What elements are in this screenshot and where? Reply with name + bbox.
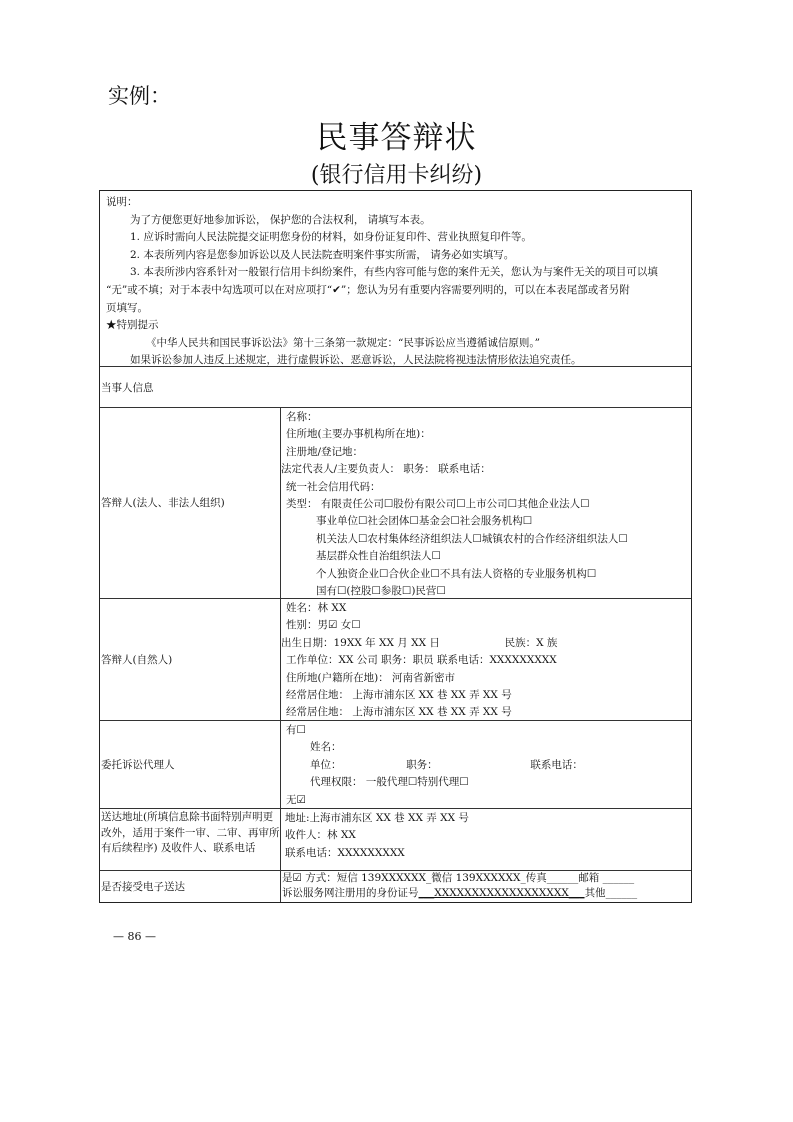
electronic-service-method-line [282, 871, 691, 886]
example-label: 实例： [108, 84, 171, 108]
credit-code-field[interactable]: 统一社会信用代码： [286, 480, 381, 493]
org-type-checkboxes-3[interactable]: 机关法人☐农村集体经济组织法人☐城镇农村的合作经济组织法人☐ [316, 532, 628, 545]
agent-authority-checkboxes[interactable]: 代理权限： 一般代理☐特别代理☐ [310, 776, 469, 789]
email-label: 邮箱 [578, 872, 600, 884]
work-field[interactable]: 工作单位：XX 公司 职务：职员 联系电话：XXXXXXXXX [286, 654, 557, 667]
agent-name-field[interactable]: 姓名： [310, 741, 342, 754]
agent-phone-field[interactable]: 联系电话： [530, 758, 583, 771]
agent-unit-field[interactable]: 单位： [310, 758, 342, 771]
org-name-field[interactable]: 名称： [286, 411, 318, 423]
org-type-checkboxes-1[interactable]: 类型： 有限责任公司☐股份有限公司☐上市公司☐其他企业法人☐ [286, 498, 590, 511]
birth-ethnicity-line [281, 635, 691, 652]
electronic-service-method[interactable]: 是☑ 方式：短信 139XXXXXX_微信 139XXXXXX_传真 [282, 872, 547, 884]
respondent-natural-row [100, 599, 691, 721]
notes-item-1: 1. 应诉时需向人民法院提交证明您身份的材料，如身份证复印件、营业执照复印件等。 [130, 231, 532, 244]
electronic-service-fields [281, 871, 691, 902]
party-info-label: 当事人信息 [101, 381, 154, 394]
residence-field-2[interactable]: 经常居住地： 上海市浦东区 XX 巷 XX 弄 XX 号 [286, 706, 512, 719]
ethnicity-field[interactable]: 民族：X 族 [504, 636, 558, 649]
respondent-legal-fields [281, 408, 691, 598]
recipient-phone-field[interactable]: 联系电话：XXXXXXXXX [285, 846, 405, 859]
notes-row [100, 191, 691, 367]
org-registered-field[interactable]: 注册地/登记地： [286, 445, 364, 458]
org-type-checkboxes-2[interactable]: 事业单位☐社会团体☐基金会☐社会服务机构☐ [316, 515, 533, 528]
notes-item-3-end: 页填写。 [106, 301, 148, 314]
notes-item-2: 2. 本表所列内容是您参加诉讼以及人民法院查明案件事实所需， 请务必如实填写。 [130, 248, 515, 261]
respondent-legal-label: 答辩人(法人、非法人组织) [100, 408, 281, 598]
agent-has-checkbox[interactable]: 有☐ [286, 724, 306, 736]
service-address-row [100, 809, 691, 871]
respondent-natural-label: 答辩人(自然人) [100, 599, 281, 720]
agent-label: 委托诉讼代理人 [100, 721, 281, 808]
id-number-field[interactable]: ___XXXXXXXXXXXXXXXXXX___ [418, 886, 585, 899]
residence-field-1[interactable]: 经常居住地： 上海市浦东区 XX 巷 XX 弄 XX 号 [286, 689, 512, 702]
notes-intro: 为了方便您更好地参加诉讼， 保护您的合法权利， 请填写本表。 [130, 213, 431, 226]
email-field[interactable]: ______ [602, 872, 635, 884]
service-address-fields [281, 809, 691, 870]
notes-heading: 说明： [106, 196, 138, 208]
document-subtitle: (银行信用卡纠纷) [310, 163, 483, 188]
person-name-field[interactable]: 姓名：林 XX [286, 602, 347, 614]
special-notice-heading: ★特别提示 [106, 319, 159, 332]
notes-item-3: 3. 本表所涉内容系针对一般银行信用卡纠纷案件，有些内容可能与您的案件无关，您认为与案件无关的项目可以填 [130, 266, 658, 279]
page-number: — 86 — [113, 930, 156, 943]
special-notice-law: 《中华人民共和国民事诉讼法》第十三条第一款规定：“民事诉讼应当遵循诚信原则。” [146, 336, 540, 349]
notes-section [100, 191, 691, 366]
party-info-row [100, 367, 691, 408]
service-address-label: 送达地址(所填信息除书面特别声明更改外，适用于案件一审、二审、再审所有后续程序) 及收件人、联系电话 [100, 809, 281, 870]
person-domicile-field[interactable]: 住所地(户籍所在地)： 河南省新密市 [286, 671, 456, 684]
id-number-label: 诉讼服务网注册用的身份证号 [282, 886, 419, 899]
org-type-checkboxes-4[interactable]: 基层群众性自治组织法人☐ [316, 550, 441, 563]
agent-none-checkbox[interactable]: 无☑ [286, 793, 306, 806]
respondent-natural-fields [281, 599, 691, 720]
fax-field[interactable]: ______ [546, 872, 579, 884]
electronic-service-row [100, 871, 691, 902]
org-type-checkboxes-6[interactable]: 国有☐(控股☐参股☐)民营☐ [316, 585, 446, 598]
org-domicile-field[interactable]: 住所地(主要办事机构所在地)： [286, 428, 431, 441]
form-table [99, 190, 692, 903]
legal-rep-field[interactable]: 法定代表人/主要负责人： 职务： 联系电话： [281, 463, 491, 476]
recipient-field[interactable]: 收件人：林 XX [285, 829, 356, 842]
agent-unit-line [286, 757, 691, 774]
electronic-service-label: 是否接受电子送达 [100, 871, 281, 902]
agent-position-field[interactable]: 职务： [406, 758, 438, 771]
id-number-line [282, 886, 691, 901]
respondent-legal-row [100, 408, 691, 599]
notes-item-3-cont: “无”或不填；对于本表中勾选项可以在对应项打“✔”；您认为另有重要内容需要列明的，可以在本表尾部或者另附 [106, 283, 630, 296]
gender-checkboxes[interactable]: 性别：男☑ 女☐ [286, 619, 361, 632]
agent-fields [281, 721, 691, 808]
service-address-field[interactable]: 地址:上海市浦东区 XX 巷 XX 弄 XX 号 [285, 812, 469, 824]
document-title: 民事答辩状 [316, 120, 477, 156]
other-field[interactable]: ______ [605, 886, 638, 899]
agent-row [100, 721, 691, 809]
org-type-checkboxes-5[interactable]: 个人独资企业☐合伙企业☐不具有法人资格的专业服务机构☐ [316, 567, 597, 580]
special-notice-warning: 如果诉讼参加人违反上述规定，进行虚假诉讼、恶意诉讼，人民法院将视违法情形依法追究责任。 [130, 354, 582, 367]
birth-date-field[interactable]: 出生日期：19XX 年 XX 月 XX 日 [281, 636, 440, 649]
other-label: 其他 [584, 886, 606, 899]
